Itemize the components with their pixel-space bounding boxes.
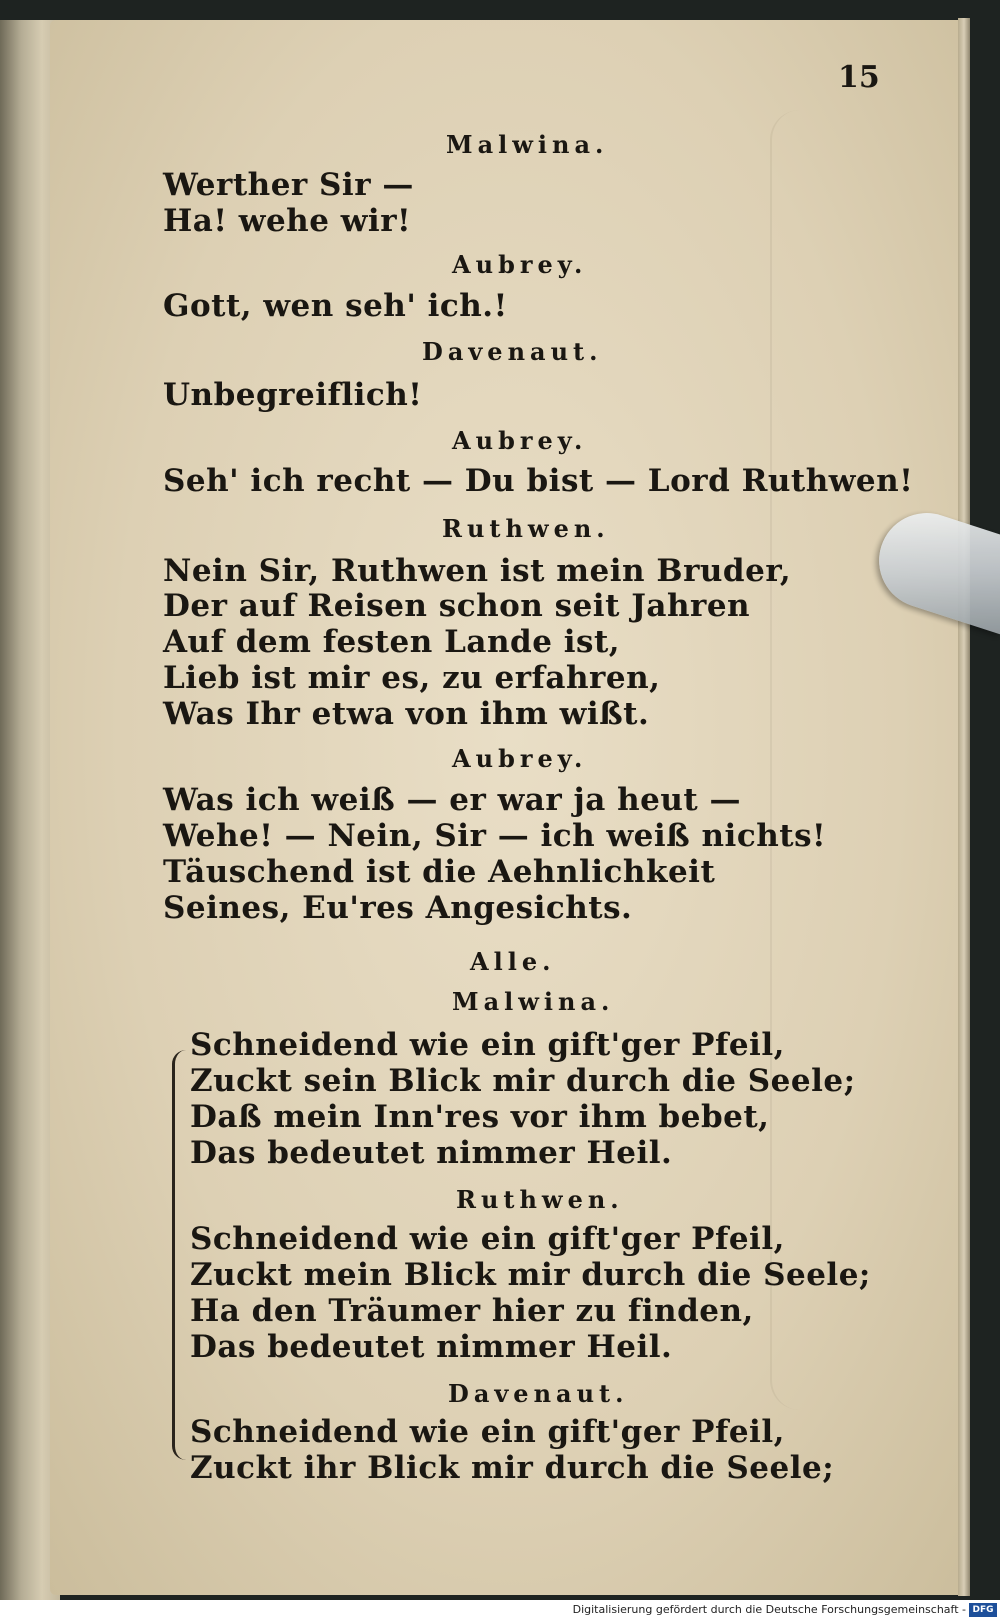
speaker-aubrey: Aubrey. <box>452 250 588 279</box>
verse-line: Der auf Reisen schon seit Jahren <box>163 588 751 624</box>
verse-line: Täuschend ist die Aehnlichkeit <box>163 854 716 890</box>
verse-line: Schneidend wie ein gift'ger Pfeil, <box>190 1414 785 1450</box>
funding-credit: Digitalisierung gefördert durch die Deutsche Forschungsgemeinschaft - <box>572 1603 966 1616</box>
verse-line: Zuckt ihr Blick mir durch die Seele; <box>190 1450 835 1486</box>
verse-line: Was Ihr etwa von ihm wißt. <box>163 696 650 732</box>
footer-bar <box>0 1600 1000 1621</box>
speaker-ruthwen: Ruthwen. <box>442 514 610 543</box>
speaker-ruthwen: Ruthwen. <box>456 1185 624 1214</box>
verse-line: Was ich weiß — er war ja heut — <box>163 782 742 818</box>
speaker-aubrey: Aubrey. <box>452 426 588 455</box>
page-number: 15 <box>838 60 880 95</box>
verse-line: Daß mein Inn'res vor ihm bebet, <box>190 1099 770 1135</box>
speaker-davenaut: Davenaut. <box>448 1379 629 1408</box>
verse-line: Schneidend wie ein gift'ger Pfeil, <box>190 1027 785 1063</box>
verse-line: Lieb ist mir es, zu erfahren, <box>163 660 661 696</box>
verse-line: Wehe! — Nein, Sir — ich weiß nichts! <box>163 818 827 854</box>
verse-line: Gott, wen seh' ich.! <box>163 288 508 324</box>
verse-line: Auf dem festen Lande ist, <box>163 624 621 660</box>
verse-line: Zuckt sein Blick mir durch die Seele; <box>190 1063 856 1099</box>
verse-line: Ha den Träumer hier zu finden, <box>190 1293 754 1329</box>
verse-line: Schneidend wie ein gift'ger Pfeil, <box>190 1221 785 1257</box>
verse-line: Werther Sir — <box>163 167 414 203</box>
speaker-malwina: Malwina. <box>452 987 615 1016</box>
verse-line: Nein Sir, Ruthwen ist mein Bruder, <box>163 553 792 589</box>
verse-line: Zuckt mein Blick mir durch die Seele; <box>190 1257 871 1293</box>
verse-line: Unbegreiflich! <box>163 377 423 413</box>
verse-line: Das bedeutet nimmer Heil. <box>190 1135 673 1171</box>
verse-line: Das bedeutet nimmer Heil. <box>190 1329 673 1365</box>
verse-line: Seines, Eu'res Angesichts. <box>163 890 633 926</box>
dfg-logo: DFG <box>969 1603 997 1617</box>
verse-line: Ha! wehe wir! <box>163 203 412 239</box>
verse-line: Seh' ich recht — Du bist — Lord Ruthwen! <box>163 463 914 499</box>
speaker-aubrey: Aubrey. <box>452 744 588 773</box>
speaker-malwina: Malwina. <box>446 130 609 159</box>
speaker-alle: Alle. <box>470 947 556 976</box>
speaker-davenaut: Davenaut. <box>422 337 603 366</box>
